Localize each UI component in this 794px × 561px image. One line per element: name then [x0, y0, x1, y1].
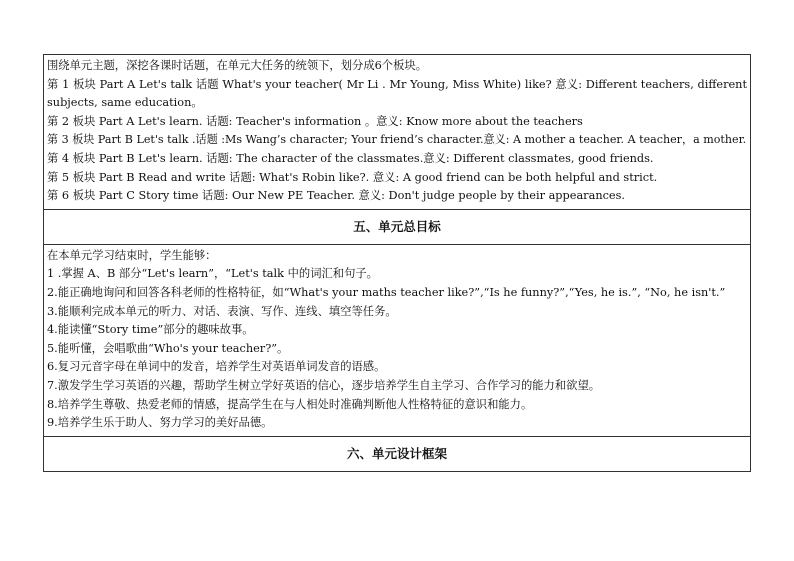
goals-heading-row	[44, 209, 751, 244]
goal-item: 6.复习元音字母在单词中的发音，培养学生对英语单词发音的语感。	[47, 360, 386, 374]
module-3: 第 3 板块 Part B Let's talk .话题 :Ms Wang’s character; Your friend’s character.意义: A mother a teacher. A teacher，a mother.	[47, 133, 747, 147]
modules-row	[44, 55, 751, 210]
module-2: 第 2 板块 Part A Let's learn. 话题: Teacher's information 。意义: Know more about the teachers	[47, 114, 583, 128]
module-4: 第 4 板块 Part B Let's learn. 话题: The character of the classmates.意义: Different classmates, good friends.	[47, 151, 654, 165]
goal-item: 9.培养学生乐于助人、努力学习的美好品德。	[47, 416, 273, 430]
framework-heading-row	[44, 436, 751, 471]
modules-intro: 围绕单元主题，深挖各课时话题，在单元大任务的统领下，划分成6个板块。	[47, 59, 427, 72]
goal-item: 2.能正确地询问和回答各科老师的性格特征，如“What's your maths teacher like?”,“Is he funny?”,“Yes, he is.”, “No, he isn't.”	[47, 285, 726, 299]
goal-item: 1 .掌握 A、B 部分“Let's learn”，“Let's talk 中的词汇和句子。	[47, 267, 378, 281]
module-5: 第 5 板块 Part B Read and write 话题: What's Robin like?. 意义: A good friend can be both helpful and strict.	[47, 170, 658, 184]
framework-heading: 六、单元设计框架	[44, 436, 751, 471]
goal-item: 3.能顺利完成本单元的听力、对话、表演、写作、连线、填空等任务。	[47, 304, 397, 318]
goal-item: 8.培养学生尊敬、热爱老师的情感，提高学生在与人相处时准确判断他人性格特征的意识和能力。	[47, 397, 533, 411]
goal-item: 4.能读懂“Story time”部分的趣味故事。	[47, 323, 254, 337]
goal-item: 5.能听懂，会唱歌曲“Who's your teacher?”。	[47, 341, 289, 355]
module-1-line2: subjects, same education。	[47, 96, 203, 110]
module-1-line1: 第 1 板块 Part A Let's talk 话题 What's your teacher( Mr Li . Mr Young, Miss White) like? 意义: Different teachers, different	[47, 77, 747, 91]
goals-heading: 五、单元总目标	[44, 209, 751, 244]
goals-row	[44, 244, 751, 436]
module-6: 第 6 板块 Part C Story time 话题: Our New PE Teacher. 意义: Don't judge people by their appearances.	[47, 189, 625, 203]
document-page	[43, 54, 751, 472]
modules-cell	[44, 55, 751, 210]
goal-item: 7.激发学生学习英语的兴趣，帮助学生树立学好英语的信心，逐步培养学生自主学习、合作学习的能力和欲望。	[47, 378, 601, 392]
goals-cell	[44, 244, 751, 436]
goals-intro: 在本单元学习结束时，学生能够：	[47, 248, 217, 262]
unit-plan-table	[43, 54, 751, 472]
